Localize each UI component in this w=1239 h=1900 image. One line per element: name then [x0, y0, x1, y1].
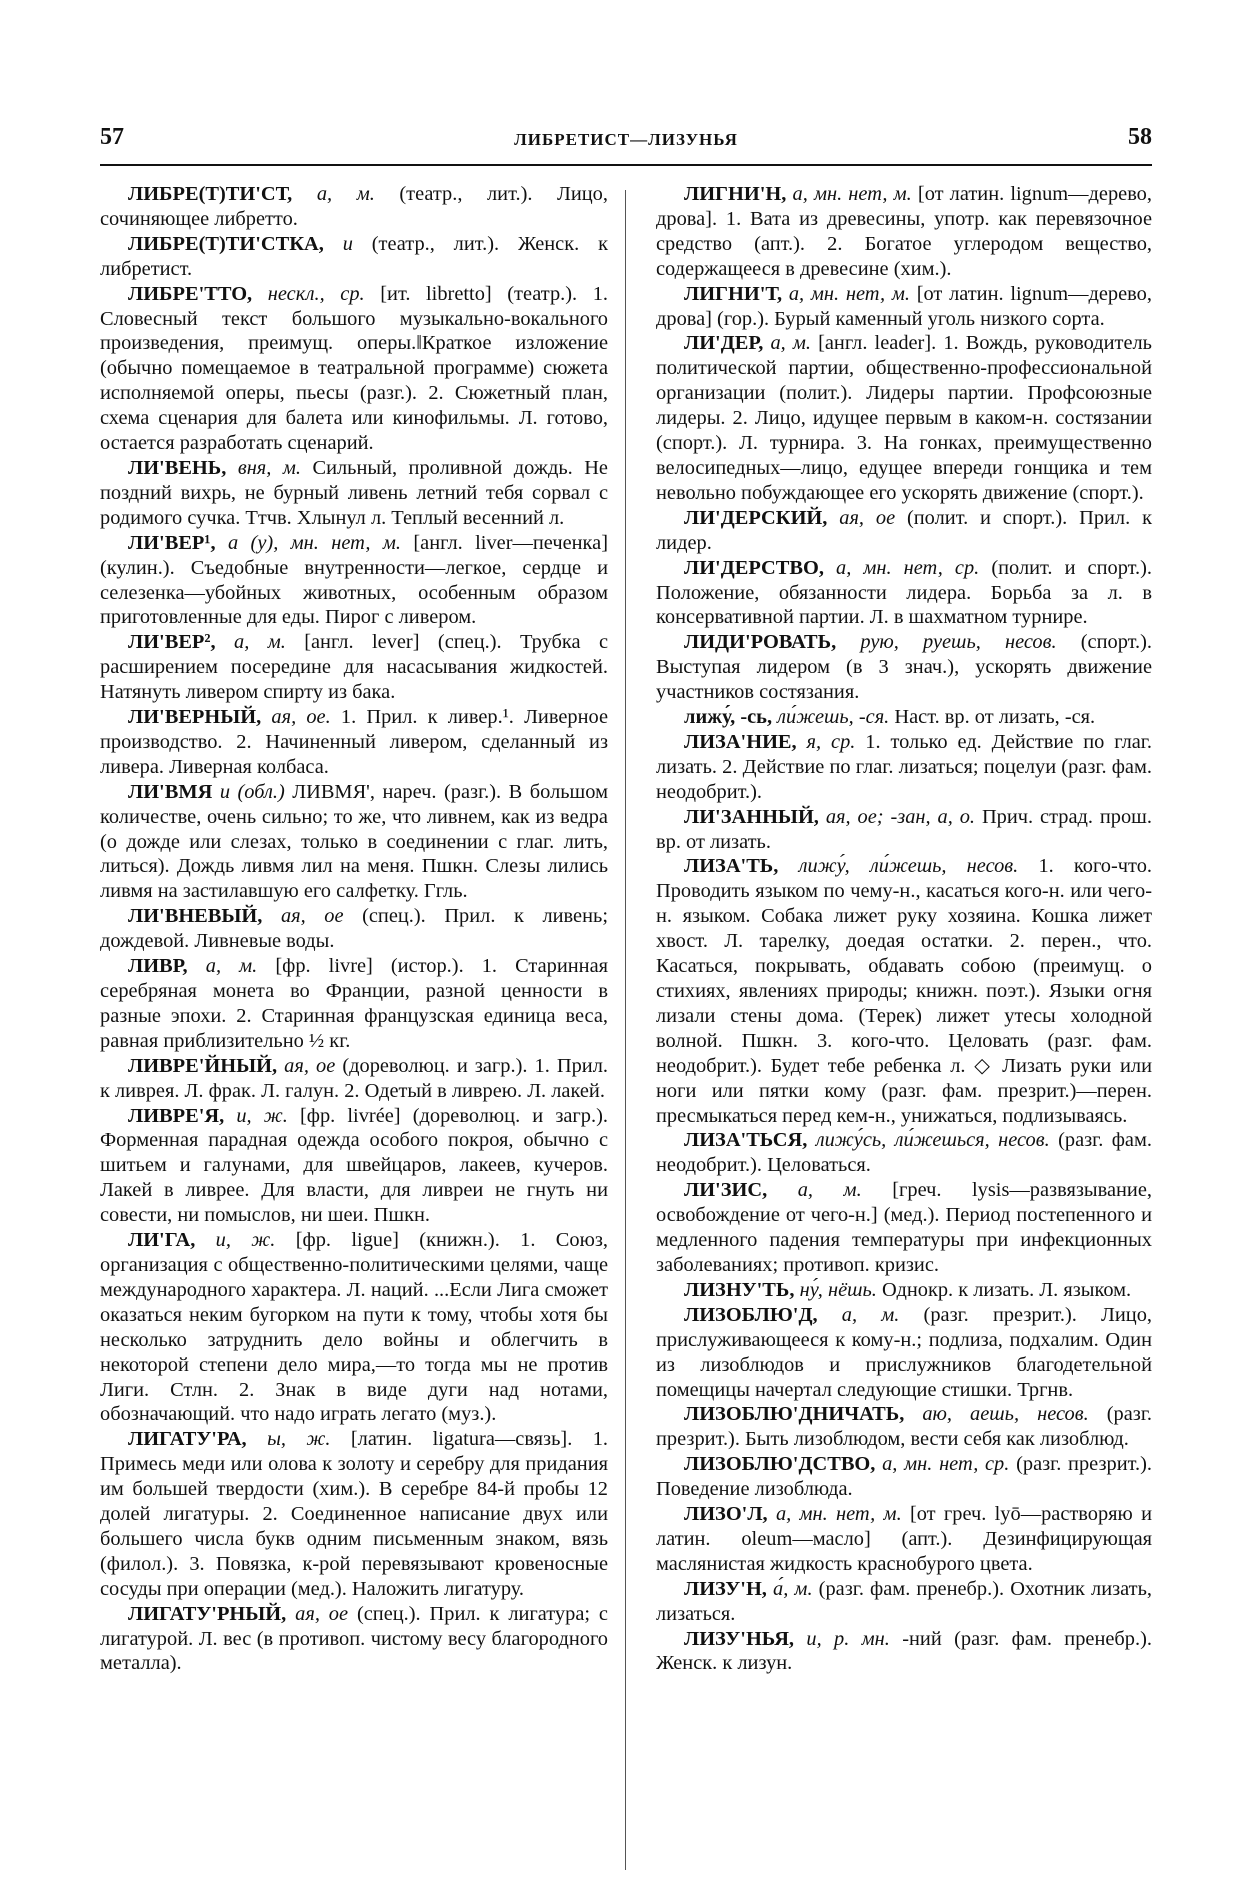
entry-headword: ЛИ'ДЕРСКИЙ, — [684, 506, 828, 529]
entry-grammar: а, мн. нет, ср. — [836, 556, 980, 579]
entry-grammar: и (обл.) — [219, 780, 285, 803]
entry-grammar: а, м. — [234, 631, 286, 654]
entry-headword: ЛИЗА'ТЬСЯ, — [684, 1129, 808, 1152]
entry-definition: -ний (разг. фам. пренебр.). Женск. к лизун. — [656, 1627, 1152, 1675]
entry-grammar: ли́жешь, -ся. — [777, 706, 890, 729]
dictionary-entry — [656, 1278, 1152, 1303]
entry-grammar: нескл., ср. — [267, 282, 365, 305]
entry-grammar: а, мн. нет, м. — [792, 183, 912, 205]
entry-grammar: ая, ое. — [271, 706, 331, 729]
entry-grammar: и — [342, 232, 353, 255]
entry-grammar: ая, ое — [280, 905, 344, 928]
dictionary-entry — [100, 531, 608, 631]
entry-headword: ЛИЗНУ'ТЬ, — [684, 1278, 795, 1301]
entry-definition: [греч. lysis—развязывание, освобождение от чего-н.] (мед.). Период постепенного и медленного падения температуры при инфекционных заболеваниях; противоп. кризис. — [656, 1179, 1152, 1276]
dictionary-entry — [656, 1452, 1152, 1502]
entry-definition: [фр. livrée] (дореволюц. и загр.). Форменная парадная одежда особого покроя, обычно с шитьем и галунами, для швейцаров, лакеев, кучеров. Лакей в ливрее. Для власти, для ливреи не гнуть ни совести, ни помыслов, ни шеи. Пшкн. — [100, 1104, 608, 1227]
entry-headword: ЛИГАТУ'РНЫЙ, — [128, 1602, 287, 1625]
entry-headword: ЛИЗУ'Н, — [684, 1577, 767, 1600]
entry-grammar: вня, м. — [237, 456, 301, 479]
entry-headword: ЛИГНИ'Т, — [684, 282, 783, 305]
entry-grammar: а, м. — [841, 1303, 900, 1326]
entry-headword: ЛИЗОБЛЮ'ДСТВО, — [684, 1453, 876, 1476]
page-number-left: 57 — [100, 124, 124, 150]
entry-headword: ЛИЗО'Л, — [684, 1503, 768, 1526]
dictionary-entry — [656, 556, 1152, 631]
dictionary-entry — [100, 780, 608, 905]
entry-headword: ЛИЗОБЛЮ'Д, — [684, 1303, 818, 1326]
entry-grammar: а, м. — [797, 1179, 862, 1202]
dictionary-entry — [656, 1178, 1152, 1278]
entry-headword: ЛИВРЕ'ЙНЫЙ, — [128, 1054, 278, 1077]
entry-headword: ЛИ'ВНЕВЫЙ, — [128, 905, 263, 928]
entry-definition: 1. Прил. к ливер.¹. Ливерное производство. 2. Начиненный ливером, сделанный из ливера. Ливерная колбаса. — [100, 706, 608, 778]
entry-headword: ЛИ'ВЕРНЫЙ, — [128, 706, 262, 729]
entry-grammar: а (у), мн. нет, м. — [227, 531, 401, 554]
dictionary-entry — [656, 1402, 1152, 1452]
entry-grammar: и, ж. — [215, 1229, 276, 1252]
entry-definition: [от греч. lyō—растворяю и латин. oleum—масло] (апт.). Дезинфицирующая маслянистая жидкость краснобурого цвета. — [656, 1503, 1152, 1575]
dictionary-entry — [100, 282, 608, 456]
entry-grammar: а, мн. нет, м. — [788, 282, 910, 305]
entry-headword: ЛИГАТУ'РА, — [128, 1428, 247, 1451]
dictionary-entry — [656, 1577, 1152, 1627]
entry-headword: ЛИ'ВЕНЬ, — [128, 456, 227, 479]
entry-definition: (спорт.). Выступая лидером (в 3 знач.), ускорять движение участников состязания. — [656, 631, 1152, 704]
entry-grammar: и, ж. — [236, 1104, 288, 1127]
entry-definition: Сильный, проливной дождь. Не поздний вихрь, не бурный ливень летний тебя сорвал с родимого сучка. Ттчв. Хлынул л. Теплый весенний л. — [100, 456, 608, 529]
dictionary-entry — [100, 1104, 608, 1229]
entry-definition: (дореволюц. и загр.). 1. Прил. к ливрея. Л. фрак. Л. галун. 2. Одетый в ливрею. Л. лакей. — [100, 1054, 608, 1102]
entry-definition: (разг. презрит.). Быть лизоблюдом, вести себя как лизоблюд. — [656, 1403, 1152, 1451]
entry-headword: ЛИЗУ'НЬЯ, — [684, 1627, 795, 1650]
entry-headword: ЛИБРЕ'ТТО, — [128, 282, 253, 305]
entry-headword: ЛИ'ВЕР¹, — [128, 531, 216, 554]
entry-headword: ЛИ'ВМЯ — [128, 780, 213, 803]
entry-grammar: аю, аешь, несов. — [922, 1403, 1089, 1426]
dictionary-entry — [656, 506, 1152, 556]
page-number-right: 58 — [1128, 124, 1152, 150]
column-divider — [625, 190, 626, 1870]
entry-definition: (полит. и спорт.). Положение, обязанности лидера. Борьба за л. в консервативной партии. Л. в шахматном турнире. — [656, 556, 1152, 629]
entry-definition: 1. только ед. Действие по глаг. лизать. 2. Действие по глаг. лизаться; поцелуи (разг. фам. неодобрит.). — [656, 730, 1152, 803]
entry-headword: ЛИВРЕ'Я, — [128, 1104, 225, 1127]
entry-definition: (разг. фам. пренебр.). Охотник лизать, лизаться. — [656, 1577, 1152, 1625]
entry-definition: [англ. lever] (спец.). Трубка с расширением посередине для насасывания жидкостей. Натянуть ливером спирту из бака. — [100, 631, 608, 704]
dictionary-entry — [100, 904, 608, 954]
dictionary-entry — [100, 182, 608, 232]
dictionary-entry — [100, 1427, 608, 1601]
entry-grammar: а, мн. нет, ср. — [882, 1453, 1010, 1476]
entry-grammar: а́, м. — [773, 1577, 813, 1600]
dictionary-entry — [656, 1128, 1152, 1178]
entry-grammar: лижу́сь, ли́жешься, несов. — [815, 1129, 1050, 1152]
dictionary-entry — [656, 630, 1152, 705]
entry-grammar: а, м. — [205, 955, 258, 978]
right-column — [656, 182, 1152, 1676]
entry-definition: [англ. leader]. 1. Вождь, руководитель политической партии, общественно-профессиональной организации (полит.). Лидеры партии. Профсоюзные лидеры. 2. Лицо, идущее первым в каком-н. состязании (спорт.). Л. турнира. 3. На гонках, преимущественно велосипедных—лицо, едущее впереди гонщика и тем невольно побуждающее его ускорять движение (спорт.). — [656, 332, 1152, 504]
entry-definition: (театр., лит.). Женск. к либретист. — [100, 232, 608, 280]
dictionary-entry — [656, 805, 1152, 855]
entry-definition: Прич. страд. прош. вр. от лизать. — [656, 805, 1152, 853]
entry-headword: лижу́, -сь, — [684, 706, 773, 729]
dictionary-entry — [100, 1228, 608, 1427]
entry-headword: ЛИ'ЗАННЫЙ, — [684, 805, 819, 828]
entry-definition: Однокр. к лизать. Л. языком. — [882, 1278, 1132, 1301]
entry-headword: ЛИГНИ'Н, — [684, 183, 787, 205]
entry-grammar: а, мн. нет, м. — [775, 1503, 902, 1526]
entry-definition: [фр. ligue] (книжн.). 1. Союз, организация с общественно-политическими целями, чаще международного характера. Л. наций. ...Если Лига сможет оказаться неким бугорком на пути к тому, чтобы хотя бы несколько затруднить дело войны и облегчить в некоторой степени дело мира,—то тогда мы не против Лиги. Стлн. 2. Знак в виде дуги над нотами, обозначающий. что надо играть легато (муз.). — [100, 1229, 608, 1426]
dictionary-entry — [100, 232, 608, 282]
left-column — [100, 182, 608, 1676]
entry-headword: ЛИ'ДЕРСТВО, — [684, 556, 824, 579]
dictionary-entry — [100, 1054, 608, 1104]
entry-grammar: ая, ое — [839, 506, 896, 529]
entry-grammar: рую, руешь, несов. — [860, 631, 1057, 654]
entry-headword: ЛИБРЕ(Т)ТИ'СТКА, — [128, 232, 324, 255]
dictionary-entry — [100, 456, 608, 531]
dictionary-entry — [656, 331, 1152, 505]
entry-headword: ЛИ'ДЕР, — [684, 332, 764, 355]
dictionary-entry — [656, 854, 1152, 1128]
running-head: ЛИБРЕТИСТ—ЛИЗУНЬЯ — [514, 130, 738, 149]
entry-headword: ЛИДИ'РОВАТЬ, — [684, 631, 837, 654]
entry-grammar: я, ср. — [806, 730, 856, 753]
dictionary-entry — [100, 1602, 608, 1677]
entry-definition: [ит. libretto] (театр.). 1. Словесный текст большого музыкально-вокального произведения, преимущ. оперы.‖Краткое изложение (обычно помещаемое в театральной программе) сюжета исполняемой оперы, пьесы (разг.). 2. Сюжетный план, схема сценария для балета или кинофильмы. Л. готово, остается разработать сценарий. — [100, 282, 609, 455]
entry-definition: 1. кого-что. Проводить языком по чему-н., касаться кого-н. или чего-н. языком. Собака лижет руку хозяина. Кошка лижет хвост. Л. тарелку, доедая остатки. 2. перен., что. Касаться, покрывать, обдавать собою (преимущ. о стихиях, явлениях природы; книжн. поэт.). Языки огня лизали стены дома. (Терек) лижет утесы холодной волной. Пшкн. 3. кого-что. Целовать (разг. фам. неодобрит.). Будет тебе ребенка л. ◇ Лизать руки или ноги или пятки кому (разг. фам. презрит.)—перен. пресмыкаться перед кем-н., унижаться, подлизываясь. — [656, 855, 1152, 1127]
entry-definition: [от латин. lignum—дерево, дрова]. 1. Вата из древесины, употр. как перевязочное средство (апт.). 2. Богатое углеродом вещество, содержащееся в древесине (хим.). — [656, 183, 1152, 280]
dictionary-entry — [100, 705, 608, 780]
entry-definition: ЛИВМЯ', нареч. (разг.). В большом количестве, очень сильно; то же, что ливнем, как из ведра (о дожде или слезах, только в соединении с глаг. лить, литься). Дождь ливмя лил на меня. Пшкн. Слезы лились ливмя на застилавшую его салфетку. Ггль. — [100, 780, 608, 903]
entry-definition: (спец.). Прил. к лигатура; с лигатурой. Л. вес (в противоп. чистому весу благородного металла). — [100, 1602, 608, 1675]
entry-definition: (разг. фам. неодобрит.). Целоваться. — [656, 1129, 1152, 1177]
header-rule — [100, 164, 1152, 166]
entry-grammar: ы, ж. — [267, 1428, 331, 1451]
entry-grammar: ая, ое — [284, 1054, 336, 1077]
dictionary-entry — [656, 1502, 1152, 1577]
entry-headword: ЛИ'ВЕР², — [128, 631, 216, 654]
entry-headword: ЛИЗОБЛЮ'ДНИЧАТЬ, — [684, 1403, 905, 1426]
page-header — [100, 124, 1152, 154]
entry-definition: Наст. вр. от лизать, -ся. — [894, 706, 1096, 729]
dictionary-entry — [656, 1627, 1152, 1677]
entry-grammar: и, р. мн. — [806, 1627, 890, 1650]
entry-grammar: а, м. — [316, 183, 375, 205]
entry-grammar: а, м. — [770, 332, 811, 355]
entry-grammar: ая, ое — [295, 1602, 349, 1625]
entry-grammar: ая, ое; -зан, а, о. — [825, 805, 976, 828]
entry-headword: ЛИБРЕ(Т)ТИ'СТ, — [128, 183, 293, 205]
entry-definition: (разг. презрит.). Поведение лизоблюда. — [656, 1453, 1152, 1501]
entry-grammar: ну́, нёшь. — [799, 1278, 877, 1301]
entry-definition: (полит. и спорт.). Прил. к лидер. — [656, 506, 1152, 554]
entry-headword: ЛИЗА'НИЕ, — [684, 730, 797, 753]
dictionary-entry — [656, 705, 1152, 730]
dictionary-entry — [656, 182, 1152, 282]
entry-definition: (спец.). Прил. к ливень; дождевой. Ливневые воды. — [100, 905, 608, 953]
dictionary-entry — [656, 282, 1152, 332]
entry-definition: [англ. liver—печенка] (кулин.). Съедобные внутренности—легкое, сердце и селезенка—убойных животных, особенным образом приготовленные для еды. Пирог с ливером. — [100, 531, 608, 629]
dictionary-entry — [100, 630, 608, 705]
dictionary-entry — [656, 1303, 1152, 1403]
dictionary-entry — [656, 730, 1152, 805]
entry-definition: [фр. livre] (истор.). 1. Старинная серебряная монета во Франции, разной ценности в разные эпохи. 2. Старинная французская единица веса, равная приблизительно ½ кг. — [100, 955, 608, 1052]
entry-definition: [от латин. lignum—дерево, дрова] (гор.). Бурый каменный уголь низкого сорта. — [656, 282, 1152, 330]
entry-definition: (разг. презрит.). Лицо, прислуживающееся к кому-н.; подлиза, подхалим. Один из лизоблюдов и прислужников благодетельной помещицы начертал следующие стишки. Тргнв. — [656, 1303, 1152, 1401]
entry-definition: (театр., лит.). Лицо, сочиняющее либретто. — [100, 183, 608, 230]
entry-grammar: лижу́, ли́жешь, несов. — [798, 855, 1019, 878]
entry-headword: ЛИ'ГА, — [128, 1229, 196, 1252]
entry-headword: ЛИЗА'ТЬ, — [684, 855, 779, 878]
entry-headword: ЛИ'ЗИС, — [684, 1179, 768, 1202]
entry-headword: ЛИВР, — [128, 955, 188, 978]
dictionary-entry — [100, 954, 608, 1054]
entry-definition: [латин. ligatura—связь]. 1. Примесь меди или олова к золоту и серебру для придания им большей твердости (хим.). В серебре 84-й пробы 12 долей лигатуры. 2. Соединенное написание двух или большего числа букв одним письменным знаком, вязь (филол.). 3. Повязка, к-рой перевязывают кровеносные сосуды при операции (мед.). Наложить лигатуру. — [100, 1428, 609, 1600]
